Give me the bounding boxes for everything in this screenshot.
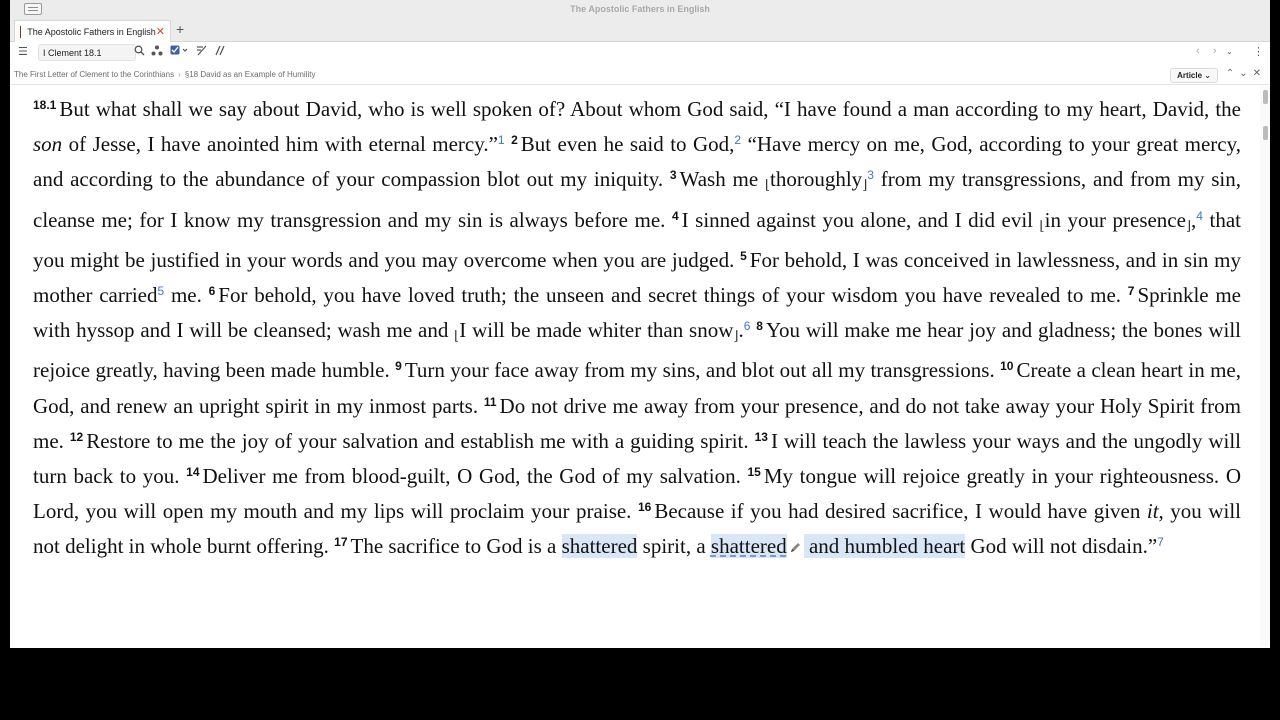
passage-text-segment: Deliver me from blood-guilt, O God, the God of my salvation. [202, 464, 748, 489]
app-window [10, 0, 1270, 648]
passage-text [33, 92, 1241, 620]
chevron-down-icon: ⌄ [1204, 71, 1211, 80]
tab-apostolic-fathers[interactable] [14, 20, 171, 42]
passage-text-segment: . [738, 318, 744, 343]
history-dropdown-icon[interactable]: ⌄ [1226, 47, 1233, 56]
passage-text-segment: me. [164, 283, 209, 308]
previous-section-icon[interactable]: ⌃ [1225, 68, 1240, 79]
passage-text-segment: of Jesse, I have anointed him with eternal mercy.” [62, 132, 498, 157]
verse-number: 5 [740, 248, 747, 263]
verse-number: 12 [69, 429, 84, 444]
breadcrumb-separator: › [178, 70, 181, 79]
verse-number: 4 [671, 208, 679, 223]
back-arrow-icon[interactable]: ‹ [1196, 45, 1200, 57]
verse-number: 6 [208, 284, 216, 299]
view-mode-label: Article [1177, 71, 1203, 80]
passage-text-segment: You will make me hear joy and gladness; the bones will rejoice greatly, having been made humble. [33, 318, 1241, 383]
passage-text-segment: Restore to me the joy of your salvation and establish me with a guiding spirit. [86, 428, 755, 453]
passage-text-segment: , you will not delight in whole burnt offering. [33, 499, 1241, 559]
breadcrumb-item-section[interactable]: §18 David as an Example of Humility [184, 70, 316, 79]
new-tab-icon[interactable]: + [176, 21, 185, 37]
pencil-icon[interactable] [789, 530, 802, 543]
verse-number: 14 [186, 465, 200, 480]
verse-number: 11 [483, 394, 497, 409]
passage-text-segment: I will teach the lawless your ways and the ungodly will turn back to you. [33, 428, 1241, 489]
close-tab-icon[interactable]: ✕ [155, 26, 165, 38]
highlighted-phrase[interactable]: and humbled heart [803, 534, 966, 559]
italic-word: it [1146, 499, 1159, 524]
close-panel-icon[interactable]: ✕ [1252, 68, 1266, 79]
bracket-open: ⌊ [1039, 217, 1045, 233]
share-icon[interactable] [151, 45, 163, 59]
passage-text-segment: thoroughly [770, 167, 863, 192]
footnote-link[interactable]: 4 [1196, 208, 1203, 223]
hamburger-menu-icon[interactable]: ☰ [18, 46, 28, 58]
more-options-icon[interactable]: ⋮ [1253, 46, 1264, 58]
passage-text-segment: Because if you had desired sacrifice, I would have given [654, 499, 1147, 524]
bracket-open: ⌊ [764, 177, 771, 193]
passage-text-segment: Turn your face away from my sins, and blot out all my transgressions. [404, 358, 1001, 383]
passage-text-segment: But even he said to God, [520, 132, 735, 157]
toolbar [10, 42, 1270, 62]
passage-text-segment: Do not drive me away from your presence, and do not take away your Holy Spirit from me. [33, 393, 1241, 453]
verse-number: 18.1 [33, 98, 57, 112]
interlinear-icon[interactable] [196, 45, 208, 59]
verse-number: 8 [756, 319, 763, 334]
passage-text-segment: My tongue will rejoice greatly in your righteousness. O Lord, you will open my mouth and my lips will proclaim your praise. [33, 464, 1241, 524]
passage-text-segment: Create a clean heart in me, God, and renew an upright spirit in my inmost parts. [33, 358, 1241, 418]
bracket-close: ⌋ [733, 328, 739, 344]
passage-text-segment: spirit, a [637, 534, 711, 559]
window-menu-icon[interactable] [24, 3, 42, 15]
verse-number: 15 [747, 465, 761, 480]
parallel-resources-icon[interactable] [215, 45, 225, 59]
footnote-link[interactable]: 6 [743, 319, 751, 334]
window-title: The Apostolic Fathers in English [570, 3, 710, 14]
book-icon [20, 26, 21, 38]
tab-label: The Apostolic Fathers in English [27, 26, 156, 37]
scroll-marker [1263, 126, 1268, 140]
scrollbar[interactable] [1260, 86, 1270, 646]
breadcrumb-item-letter[interactable]: The First Letter of Clement to the Corinthians [14, 70, 175, 79]
passage-text-segment: The sacrifice to God is a [350, 534, 562, 559]
section-nav-buttons [1226, 68, 1266, 79]
passage-text-segment: from my transgressions, and from my sin, cleanse me; for I know my transgression and my sin is always before me. [33, 167, 1241, 232]
forward-arrow-icon[interactable]: › [1213, 45, 1217, 57]
passage-text-segment: I sinned against you alone, and I did evil [681, 207, 1040, 232]
visual-filter-icon[interactable] [170, 45, 190, 59]
passage-text-segment: For behold, you have loved truth; the unseen and secret things of your wisdom you have revealed to me. [218, 283, 1128, 308]
passage-text-segment: For behold, I was conceived in lawlessness, and in sin my mother carried [33, 247, 1241, 308]
highlighted-word[interactable]: shattered [561, 534, 638, 559]
bracket-open: ⌊ [454, 328, 460, 344]
passage-text-segment: in your presence [1044, 207, 1186, 232]
highlighted-word[interactable]: shattered [710, 534, 787, 559]
footnote-link[interactable]: 5 [157, 284, 165, 299]
footnote-link[interactable]: 1 [497, 133, 505, 148]
reference-input[interactable] [38, 44, 136, 61]
passage-text-segment: Sprinkle me with hyssop and I will be cleansed; wash me and [33, 283, 1241, 343]
verse-number: 2 [511, 133, 518, 148]
footnote-link[interactable]: 3 [867, 168, 874, 183]
passage-text-segment: God will not disdain.” [965, 534, 1158, 559]
verse-number: 13 [754, 429, 768, 444]
footnote-link[interactable]: 2 [734, 133, 742, 148]
title-bar [10, 0, 1270, 17]
tab-bar [10, 17, 1270, 42]
passage-text-segment: that you might be justified in your words and you may overcome when you are judged. [33, 207, 1241, 272]
passage-text-segment: But what shall we say about David, who is well spoken of? About whom God said, “I have found a man according to my heart, David, the [59, 97, 1241, 121]
verse-number: 3 [669, 168, 677, 183]
verse-number: 17 [334, 535, 348, 550]
next-section-icon[interactable]: ⌄ [1239, 68, 1253, 79]
passage-text-segment: Wash me [679, 167, 765, 192]
passage-text-segment: , [1191, 207, 1197, 232]
scroll-thumb[interactable] [1263, 90, 1268, 104]
footnote-link[interactable]: 7 [1157, 535, 1164, 550]
view-mode-select[interactable] [1170, 68, 1218, 83]
passage-text-segment: I will be made whiter than snow [459, 318, 734, 343]
passage-text-segment: “Have mercy on me, God, according to your great mercy, and according to the abundance of your compassion blot out my iniquity. [33, 132, 1241, 192]
italic-word: son [33, 132, 63, 157]
verse-number: 7 [1127, 284, 1135, 299]
breadcrumb-bar [10, 66, 1270, 85]
verse-number: 9 [395, 359, 402, 374]
verse-number: 16 [637, 500, 652, 515]
breadcrumb [14, 70, 315, 79]
verse-number: 10 [1000, 359, 1014, 374]
bracket-close: ⌋ [862, 177, 868, 193]
bracket-close: ⌋ [1185, 217, 1192, 233]
search-icon[interactable] [134, 45, 145, 59]
